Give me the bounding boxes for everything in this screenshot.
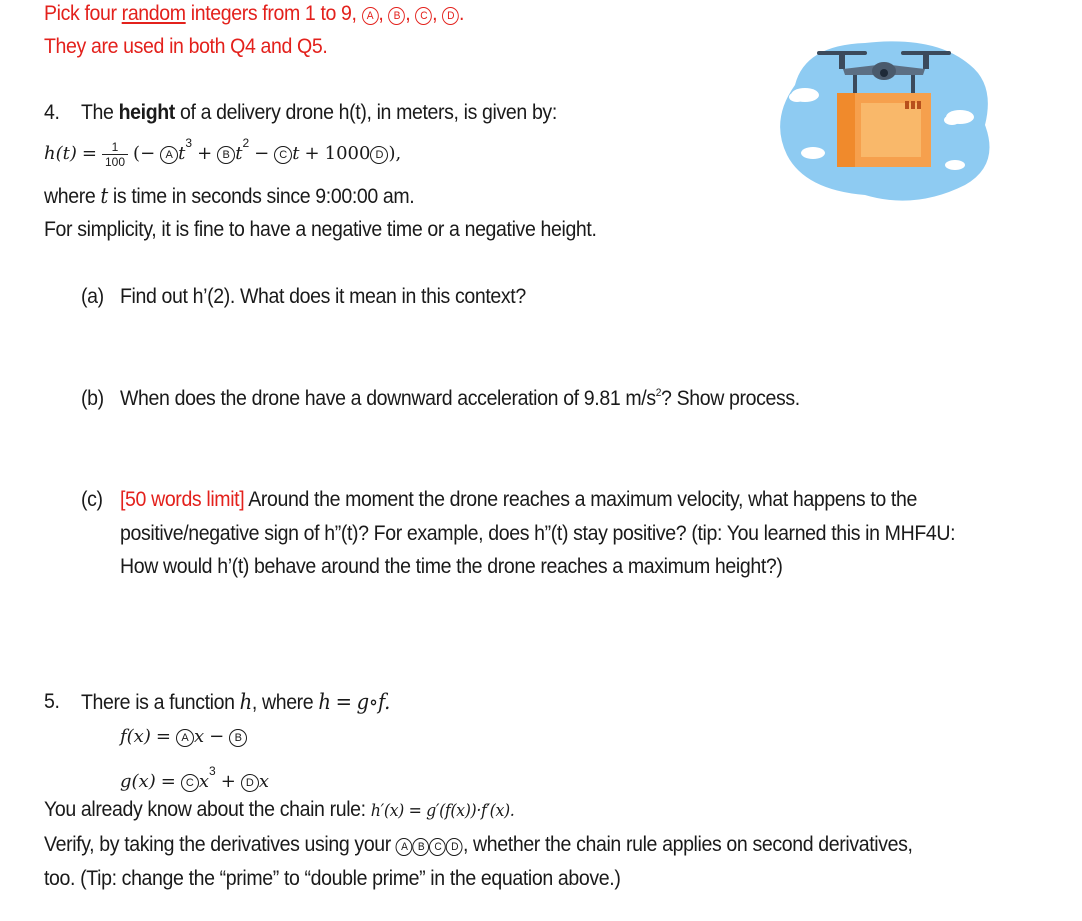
q4-simplicity: For simplicity, it is fine to have a negative time or a negative height. bbox=[44, 218, 597, 241]
q4-number: 4. bbox=[44, 101, 60, 124]
intro-line-2: They are used in both Q4 and Q5. bbox=[44, 35, 328, 58]
circled-b: B bbox=[389, 7, 406, 25]
q4c-text-3: How would h’(t) behave around the time the drone reaches a maximum height?) bbox=[120, 555, 783, 578]
circled-d: D bbox=[442, 7, 459, 25]
circled-a: A bbox=[362, 7, 379, 25]
circled-c: C bbox=[415, 7, 432, 25]
q4-where: where t is time in seconds since 9:00:00 am. bbox=[44, 184, 415, 208]
q4-lead: The height of a delivery drone h(t), in meters, is given by: bbox=[81, 101, 557, 124]
q5-chain-rule: You already know about the chain rule: h′(x) = g′(f(x))·f′(x). bbox=[44, 798, 515, 821]
q4c-text-2: positive/negative sign of h”(t)? For example, does h”(t) stay positive? (tip: You learned this in MHF4U: bbox=[120, 522, 956, 545]
intro-line-1: Pick four random integers from 1 to 9, A , B , C , D . bbox=[44, 2, 465, 25]
q5-number: 5. bbox=[44, 690, 60, 713]
delivery-drone-illustration bbox=[765, 25, 1005, 210]
q4-equation: h(t) = $\frac{1}{100}$ (− A $t^3 + B$ $t^2 - C$ t + 1000 D ), bbox=[44, 136, 402, 169]
q5-lead: There is a function h, where h = g∘f. bbox=[81, 690, 391, 714]
q4b-label: (b) bbox=[81, 387, 104, 410]
q4c-text-1: [50 words limit] Around the moment the drone reaches a maximum velocity, what happens to the bbox=[120, 488, 917, 511]
q5-g-definition: g(x) = C $x^3 + D$ x bbox=[120, 764, 269, 792]
q5-f-definition: f(x) = A x − B bbox=[120, 726, 247, 747]
q4a-text: Find out h’(2). What does it mean in this context? bbox=[120, 285, 526, 308]
word-limit: [50 words limit] bbox=[120, 488, 245, 511]
q5-verify-2: too. (Tip: change the “prime” to “double prime” in the equation above.) bbox=[44, 867, 621, 890]
random-word: random bbox=[121, 2, 186, 25]
q5-verify-1: Verify, by taking the derivatives using your A B C D , whether the chain rule applies on second derivatives, bbox=[44, 833, 913, 856]
fraction: $\frac{1}{100}$ bbox=[102, 140, 128, 169]
q4c-label: (c) bbox=[81, 488, 103, 511]
q4a-label: (a) bbox=[81, 285, 104, 308]
q4b-text: When does the drone have a downward acceleration of 9.81 $m/s^2$? Show process. bbox=[120, 387, 800, 410]
